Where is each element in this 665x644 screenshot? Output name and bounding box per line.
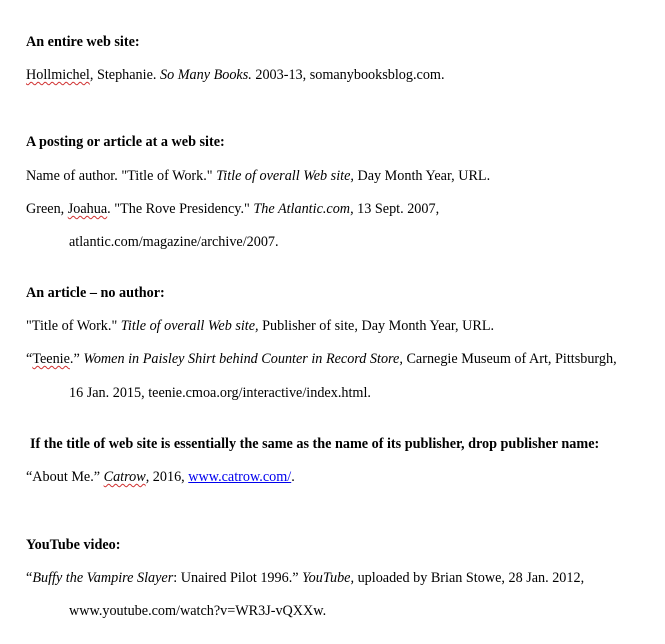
work-title: Women in Paisley Shirt behind Counter in Record Store,: [83, 351, 403, 367]
heading-entire-web-site: An entire web site:: [26, 34, 140, 50]
text-run: , 2016,: [145, 469, 189, 485]
example-posting-article: [26, 200, 439, 218]
heading-article-no-author: An article – no author:: [26, 285, 165, 301]
site-title: YouTube,: [302, 570, 355, 586]
example-article-no-author-continued: 16 Jan. 2015, teenie.cmoa.org/interactive/index.html.: [69, 385, 371, 401]
example-same-as-publisher: [26, 468, 295, 486]
text-run: uploaded by Brian Stowe, 28 Jan. 2012,: [354, 570, 585, 586]
text-run: .”: [69, 351, 84, 367]
text-run: Name of author. "Title of Work.": [26, 168, 217, 184]
pattern-article-no-author: [26, 317, 494, 335]
text-run: .: [291, 469, 295, 485]
heading-posting-article: A posting or article at a web site:: [26, 134, 225, 150]
text-run: Publisher of site, Day Month Year, URL.: [258, 318, 495, 334]
hyperlink-catrow[interactable]: www.catrow.com/: [188, 469, 292, 485]
spellcheck-word[interactable]: Catrow: [103, 469, 146, 485]
text-run: “About Me.”: [26, 469, 104, 485]
text-run: "Title of Work.": [26, 318, 121, 334]
site-title: The Atlantic.com: [253, 201, 351, 217]
example-article-no-author: [26, 350, 617, 368]
site-title: Title of overall Web site,: [120, 318, 259, 334]
site-title: So Many Books.: [159, 67, 252, 83]
example-entire-web-site: [26, 66, 445, 84]
text-run: . "The Rove Presidency.": [107, 201, 254, 217]
spellcheck-word[interactable]: Joahua: [67, 201, 108, 217]
heading-youtube-video: YouTube video:: [26, 537, 121, 553]
text-run: Day Month Year, URL.: [353, 168, 491, 184]
example-posting-article-continued: atlantic.com/magazine/archive/2007.: [69, 234, 279, 250]
text-run: “: [26, 570, 33, 586]
spellcheck-word[interactable]: Hollmichel: [26, 67, 90, 83]
text-run: , Stephanie.: [89, 67, 160, 83]
text-run: , 13 Sept. 2007,: [350, 201, 440, 217]
pattern-posting-article: [26, 167, 490, 185]
text-run: 2003-13, somanybooksblog.com.: [251, 67, 445, 83]
text-run: Green,: [26, 201, 68, 217]
example-youtube-video: [26, 569, 584, 587]
text-run: : Unaired Pilot 1996.”: [173, 570, 303, 586]
site-title: Title of overall Web site,: [216, 168, 354, 184]
heading-same-as-publisher: If the title of web site is essentially the same as the name of its publisher, drop publisher name:: [30, 436, 600, 452]
example-youtube-video-continued: www.youtube.com/watch?v=WR3J-vQXXw.: [69, 603, 327, 619]
text-run: “: [26, 351, 33, 367]
work-title: Buffy the Vampire Slayer: [32, 570, 174, 586]
spellcheck-word[interactable]: Teenie: [32, 351, 70, 367]
text-run: Carnegie Museum of Art, Pittsburgh,: [402, 351, 617, 367]
